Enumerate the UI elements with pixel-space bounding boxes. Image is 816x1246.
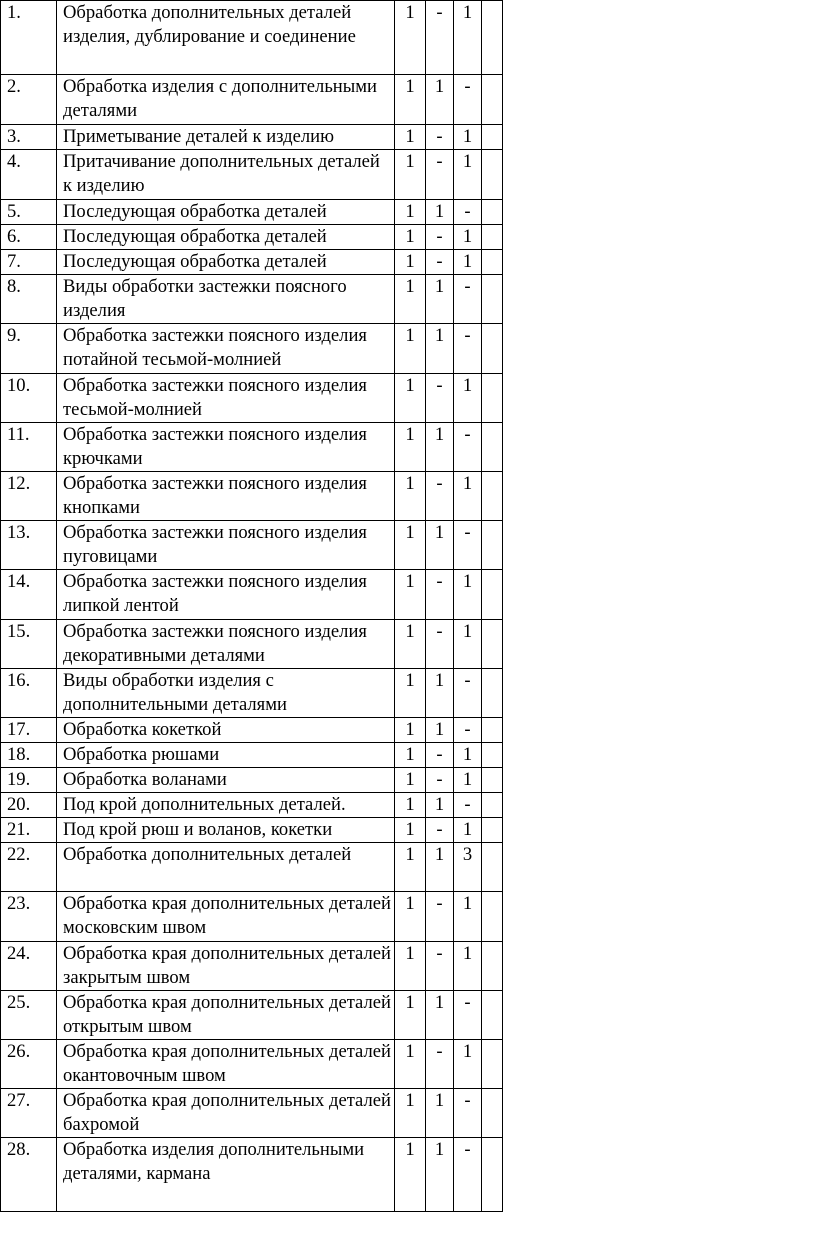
- hours-total: 1: [395, 991, 426, 1040]
- topic-name: Обработка изделия дополнительными деталями, кармана: [57, 1138, 395, 1212]
- hours-practice: 1: [454, 1040, 482, 1089]
- blank-cell: [482, 225, 503, 250]
- topic-name: Обработка кокеткой: [57, 718, 395, 743]
- row-number: 23.: [1, 892, 57, 942]
- hours-theory: 1: [426, 200, 454, 225]
- hours-practice: 1: [454, 892, 482, 942]
- blank-cell: [482, 743, 503, 768]
- row-number: 1.: [1, 1, 57, 75]
- hours-practice: 1: [454, 225, 482, 250]
- blank-cell: [482, 892, 503, 942]
- table-row: [1, 1138, 503, 1212]
- hours-theory: 1: [426, 275, 454, 324]
- hours-theory: -: [426, 150, 454, 200]
- hours-total: 1: [395, 423, 426, 472]
- topic-name: Обработка дополнительных деталей: [57, 843, 395, 892]
- hours-theory: 1: [426, 1089, 454, 1138]
- blank-cell: [482, 75, 503, 125]
- row-number: 27.: [1, 1089, 57, 1138]
- hours-theory: -: [426, 743, 454, 768]
- hours-practice: 1: [454, 768, 482, 793]
- hours-total: 1: [395, 75, 426, 125]
- hours-total: 1: [395, 843, 426, 892]
- topic-name: Обработка воланами: [57, 768, 395, 793]
- hours-total: 1: [395, 1, 426, 75]
- topic-name: Обработка края дополнительных деталей бахромой: [57, 1089, 395, 1138]
- row-number: 12.: [1, 472, 57, 521]
- table-row: [1, 743, 503, 768]
- table-row: [1, 843, 503, 892]
- topic-name: Виды обработки изделия с дополнительными деталями: [57, 669, 395, 718]
- table-row: [1, 200, 503, 225]
- hours-practice: 1: [454, 125, 482, 150]
- hours-theory: -: [426, 125, 454, 150]
- hours-practice: -: [454, 423, 482, 472]
- row-number: 13.: [1, 521, 57, 570]
- topic-name: Обработка края дополнительных деталей открытым швом: [57, 991, 395, 1040]
- hours-total: 1: [395, 818, 426, 843]
- blank-cell: [482, 620, 503, 669]
- hours-practice: -: [454, 1138, 482, 1212]
- table-body: [1, 1, 503, 1212]
- row-number: 8.: [1, 275, 57, 324]
- row-number: 17.: [1, 718, 57, 743]
- topic-name: Обработка застежки поясного изделия липкой лентой: [57, 570, 395, 620]
- hours-practice: 1: [454, 374, 482, 423]
- table-row: [1, 1040, 503, 1089]
- topic-name: Обработка застежки поясного изделия тесьмой-молнией: [57, 374, 395, 423]
- hours-theory: -: [426, 942, 454, 991]
- table-row: [1, 374, 503, 423]
- hours-total: 1: [395, 125, 426, 150]
- row-number: 28.: [1, 1138, 57, 1212]
- blank-cell: [482, 669, 503, 718]
- hours-practice: -: [454, 718, 482, 743]
- hours-practice: 1: [454, 743, 482, 768]
- hours-theory: -: [426, 472, 454, 521]
- hours-total: 1: [395, 374, 426, 423]
- topic-name: Обработка края дополнительных деталей окантовочным швом: [57, 1040, 395, 1089]
- hours-total: 1: [395, 250, 426, 275]
- table-row: [1, 150, 503, 200]
- row-number: 18.: [1, 743, 57, 768]
- hours-theory: 1: [426, 521, 454, 570]
- row-number: 11.: [1, 423, 57, 472]
- topic-name: Обработка дополнительных деталей изделия, дублирование и соединение: [57, 1, 395, 75]
- row-number: 16.: [1, 669, 57, 718]
- hours-theory: -: [426, 570, 454, 620]
- row-number: 22.: [1, 843, 57, 892]
- hours-total: 1: [395, 324, 426, 374]
- blank-cell: [482, 150, 503, 200]
- topic-name: Последующая обработка деталей: [57, 225, 395, 250]
- topic-name: Обработка изделия с дополнительными деталями: [57, 75, 395, 125]
- table-row: [1, 570, 503, 620]
- topic-name: Последующая обработка деталей: [57, 200, 395, 225]
- topic-name: Виды обработки застежки поясного изделия: [57, 275, 395, 324]
- topic-name: Обработка края дополнительных деталей закрытым швом: [57, 942, 395, 991]
- hours-total: 1: [395, 150, 426, 200]
- row-number: 9.: [1, 324, 57, 374]
- hours-theory: 1: [426, 423, 454, 472]
- hours-total: 1: [395, 743, 426, 768]
- row-number: 4.: [1, 150, 57, 200]
- blank-cell: [482, 521, 503, 570]
- hours-total: 1: [395, 1138, 426, 1212]
- topic-name: Обработка рюшами: [57, 743, 395, 768]
- blank-cell: [482, 374, 503, 423]
- row-number: 19.: [1, 768, 57, 793]
- hours-total: 1: [395, 669, 426, 718]
- blank-cell: [482, 1138, 503, 1212]
- table-row: [1, 768, 503, 793]
- hours-theory: 1: [426, 991, 454, 1040]
- topic-name: Под крой дополнительных деталей.: [57, 793, 395, 818]
- blank-cell: [482, 200, 503, 225]
- table-row: [1, 669, 503, 718]
- table-row: [1, 521, 503, 570]
- blank-cell: [482, 423, 503, 472]
- hours-practice: 1: [454, 150, 482, 200]
- table-row: [1, 75, 503, 125]
- topic-name: Обработка застежки поясного изделия кнопками: [57, 472, 395, 521]
- topic-name: Последующая обработка деталей: [57, 250, 395, 275]
- row-number: 15.: [1, 620, 57, 669]
- hours-practice: 1: [454, 1, 482, 75]
- hours-total: 1: [395, 570, 426, 620]
- blank-cell: [482, 991, 503, 1040]
- hours-practice: 3: [454, 843, 482, 892]
- blank-cell: [482, 718, 503, 743]
- hours-practice: -: [454, 669, 482, 718]
- topic-name: Обработка застежки поясного изделия крючками: [57, 423, 395, 472]
- table-row: [1, 275, 503, 324]
- topic-name: Приметывание деталей к изделию: [57, 125, 395, 150]
- row-number: 24.: [1, 942, 57, 991]
- hours-theory: -: [426, 818, 454, 843]
- blank-cell: [482, 570, 503, 620]
- hours-practice: -: [454, 1089, 482, 1138]
- blank-cell: [482, 818, 503, 843]
- hours-practice: -: [454, 200, 482, 225]
- hours-total: 1: [395, 892, 426, 942]
- hours-theory: 1: [426, 1138, 454, 1212]
- blank-cell: [482, 1089, 503, 1138]
- hours-theory: 1: [426, 793, 454, 818]
- blank-cell: [482, 768, 503, 793]
- table-row: [1, 942, 503, 991]
- table-row: [1, 324, 503, 374]
- hours-total: 1: [395, 718, 426, 743]
- hours-theory: -: [426, 250, 454, 275]
- hours-practice: -: [454, 275, 482, 324]
- blank-cell: [482, 1040, 503, 1089]
- row-number: 14.: [1, 570, 57, 620]
- blank-cell: [482, 472, 503, 521]
- hours-total: 1: [395, 620, 426, 669]
- table-row: [1, 718, 503, 743]
- hours-total: 1: [395, 472, 426, 521]
- hours-practice: -: [454, 793, 482, 818]
- hours-total: 1: [395, 1040, 426, 1089]
- row-number: 25.: [1, 991, 57, 1040]
- blank-cell: [482, 250, 503, 275]
- blank-cell: [482, 1, 503, 75]
- hours-theory: -: [426, 620, 454, 669]
- table-row: [1, 1089, 503, 1138]
- blank-cell: [482, 125, 503, 150]
- topic-name: Под крой рюш и воланов, кокетки: [57, 818, 395, 843]
- hours-theory: -: [426, 225, 454, 250]
- table-row: [1, 225, 503, 250]
- hours-practice: -: [454, 991, 482, 1040]
- table-row: [1, 423, 503, 472]
- hours-theory: -: [426, 768, 454, 793]
- row-number: 6.: [1, 225, 57, 250]
- row-number: 7.: [1, 250, 57, 275]
- hours-total: 1: [395, 793, 426, 818]
- hours-theory: 1: [426, 324, 454, 374]
- hours-theory: -: [426, 1040, 454, 1089]
- table-row: [1, 125, 503, 150]
- row-number: 21.: [1, 818, 57, 843]
- row-number: 5.: [1, 200, 57, 225]
- table-row: [1, 793, 503, 818]
- hours-total: 1: [395, 1089, 426, 1138]
- table-row: [1, 892, 503, 942]
- hours-total: 1: [395, 225, 426, 250]
- hours-practice: -: [454, 521, 482, 570]
- topic-name: Обработка края дополнительных деталей московским швом: [57, 892, 395, 942]
- blank-cell: [482, 324, 503, 374]
- hours-practice: 1: [454, 570, 482, 620]
- topic-name: Обработка застежки поясного изделия потайной тесьмой-молнией: [57, 324, 395, 374]
- hours-practice: 1: [454, 942, 482, 991]
- row-number: 2.: [1, 75, 57, 125]
- topic-name: Обработка застежки поясного изделия пуговицами: [57, 521, 395, 570]
- topic-name: Обработка застежки поясного изделия декоративными деталями: [57, 620, 395, 669]
- hours-total: 1: [395, 200, 426, 225]
- topic-name: Притачивание дополнительных деталей к изделию: [57, 150, 395, 200]
- table-row: [1, 250, 503, 275]
- hours-total: 1: [395, 942, 426, 991]
- hours-total: 1: [395, 275, 426, 324]
- hours-practice: -: [454, 75, 482, 125]
- hours-theory: 1: [426, 718, 454, 743]
- table-row: [1, 991, 503, 1040]
- hours-practice: -: [454, 324, 482, 374]
- hours-practice: 1: [454, 620, 482, 669]
- hours-total: 1: [395, 521, 426, 570]
- hours-practice: 1: [454, 472, 482, 521]
- hours-practice: 1: [454, 250, 482, 275]
- hours-total: 1: [395, 768, 426, 793]
- blank-cell: [482, 843, 503, 892]
- table-row: [1, 1, 503, 75]
- hours-theory: -: [426, 374, 454, 423]
- blank-cell: [482, 793, 503, 818]
- table-row: [1, 472, 503, 521]
- row-number: 26.: [1, 1040, 57, 1089]
- blank-cell: [482, 275, 503, 324]
- hours-theory: -: [426, 892, 454, 942]
- hours-theory: -: [426, 1, 454, 75]
- hours-theory: 1: [426, 75, 454, 125]
- hours-theory: 1: [426, 669, 454, 718]
- hours-practice: 1: [454, 818, 482, 843]
- row-number: 20.: [1, 793, 57, 818]
- table-row: [1, 818, 503, 843]
- blank-cell: [482, 942, 503, 991]
- table-row: [1, 620, 503, 669]
- row-number: 10.: [1, 374, 57, 423]
- hours-theory: 1: [426, 843, 454, 892]
- row-number: 3.: [1, 125, 57, 150]
